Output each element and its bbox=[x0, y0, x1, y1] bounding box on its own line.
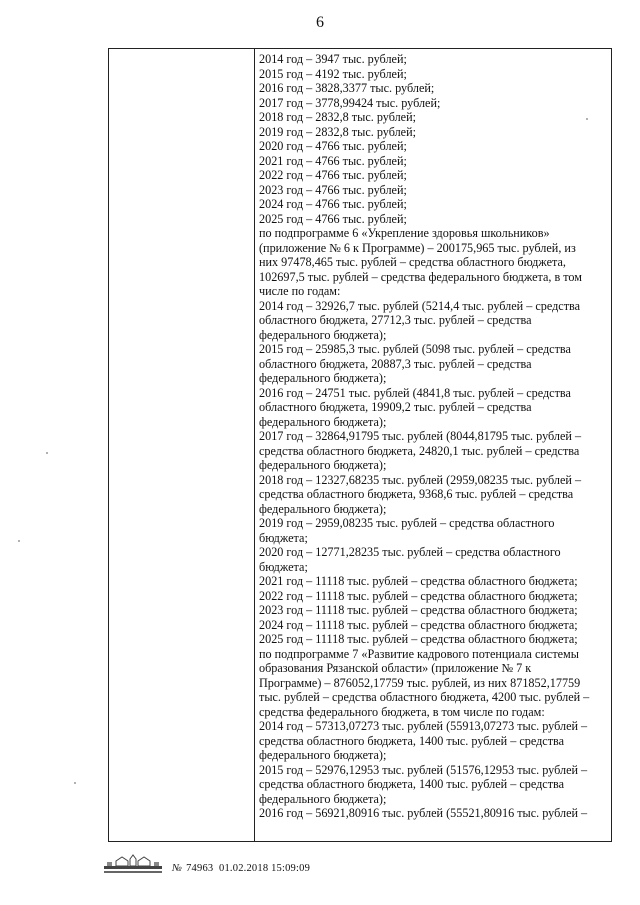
text-line: 2015 год – 4192 тыс. рублей; bbox=[259, 66, 407, 81]
document-table bbox=[108, 48, 612, 842]
text-line: них 97478,465 тыс. рублей – средства областного бюджета, bbox=[259, 255, 566, 269]
text-line: 2019 год – 2832,8 тыс. рублей; bbox=[259, 124, 416, 139]
text-line: 2018 год – 12327,68235 тыс. рублей (2959,08235 тыс. рублей – bbox=[259, 472, 582, 487]
document-number: 74963 bbox=[186, 863, 214, 874]
document-registration-stamp bbox=[172, 863, 310, 876]
page-number: 6 bbox=[316, 14, 324, 31]
text-line: федерального бюджета); bbox=[259, 414, 387, 429]
text-line: 2017 год – 3778,99424 тыс. рублей; bbox=[259, 95, 441, 110]
text-line: 2014 год – 57313,07273 тыс. рублей (55913,07273 тыс. рублей – bbox=[259, 719, 588, 733]
text-line: тыс. рублей – средства областного бюджета, 4200 тыс. рублей – bbox=[259, 690, 590, 704]
text-line: 2016 год – 56921,80916 тыс. рублей (55521,80916 тыс. рублей – bbox=[259, 806, 588, 820]
text-line: средства федерального бюджета, в том числе по годам: bbox=[259, 704, 545, 719]
text-line: Программе) – 876052,17759 тыс. рублей, из них 871852,17759 bbox=[259, 675, 581, 690]
text-line: 2018 год – 2832,8 тыс. рублей; bbox=[259, 110, 416, 124]
text-line: бюджета; bbox=[259, 559, 308, 574]
text-line: 2016 год – 24751 тыс. рублей (4841,8 тыс. рублей – средства bbox=[259, 385, 571, 400]
text-line: (приложение № 6 к Программе) – 200175,965 тыс. рублей, из bbox=[259, 240, 576, 255]
text-line: средства областного бюджета, 24820,1 тыс. рублей – средства bbox=[259, 443, 580, 458]
text-line: 2015 год – 25985,3 тыс. рублей (5098 тыс. рублей – средства bbox=[259, 342, 571, 356]
text-line: 2022 год – 4766 тыс. рублей; bbox=[259, 168, 407, 182]
text-line: 2020 год – 12771,28235 тыс. рублей – средства областного bbox=[259, 545, 561, 559]
text-line: по подпрограмме 6 «Укрепление здоровья школьников» bbox=[259, 226, 550, 240]
text-line: 2025 год – 4766 тыс. рублей; bbox=[259, 211, 407, 226]
text-line: средства областного бюджета, 1400 тыс. рублей – средства bbox=[259, 777, 565, 791]
text-line: образования Рязанской области» (приложение № 7 к bbox=[259, 661, 532, 675]
text-line: областного бюджета, 19909,2 тыс. рублей – средства bbox=[259, 400, 532, 414]
text-line: 2023 год – 4766 тыс. рублей; bbox=[259, 182, 407, 197]
text-line: 2023 год – 11118 тыс. рублей – средства областного бюджета; bbox=[259, 603, 578, 617]
text-line: 2022 год – 11118 тыс. рублей – средства областного бюджета; bbox=[259, 588, 578, 603]
document-datetime: 01.02.2018 15:09:09 bbox=[219, 863, 311, 874]
text-line: областного бюджета, 20887,3 тыс. рублей – средства bbox=[259, 356, 532, 371]
text-line: числе по годам: bbox=[259, 284, 341, 298]
text-line: 2016 год – 3828,3377 тыс. рублей; bbox=[259, 81, 435, 95]
footer-stamp bbox=[102, 852, 310, 876]
text-line: областного бюджета, 27712,3 тыс. рублей – средства bbox=[259, 313, 532, 327]
text-line: федерального бюджета); bbox=[259, 791, 387, 806]
text-line: 2020 год – 4766 тыс. рублей; bbox=[259, 139, 407, 153]
funding-text-cell bbox=[259, 52, 605, 821]
text-line: 2025 год – 11118 тыс. рублей – средства областного бюджета; bbox=[259, 632, 578, 646]
text-line: 2024 год – 4766 тыс. рублей; bbox=[259, 197, 407, 211]
text-line: 2019 год – 2959,08235 тыс. рублей – средства областного bbox=[259, 516, 555, 530]
column-divider bbox=[254, 49, 255, 841]
number-mark: № bbox=[172, 863, 183, 874]
text-line: 2015 год – 52976,12953 тыс. рублей (51576,12953 тыс. рублей – bbox=[259, 762, 588, 777]
text-line: федерального бюджета); bbox=[259, 748, 387, 762]
text-line: федерального бюджета); bbox=[259, 458, 387, 472]
text-line: 2021 год – 11118 тыс. рублей – средства областного бюджета; bbox=[259, 574, 578, 588]
text-line: 2021 год – 4766 тыс. рублей; bbox=[259, 153, 407, 168]
text-line: 2017 год – 32864,91795 тыс. рублей (8044,81795 тыс. рублей – bbox=[259, 429, 582, 443]
text-line: по подпрограмме 7 «Развитие кадрового потенциала системы bbox=[259, 646, 579, 661]
text-line: 2014 год – 32926,7 тыс. рублей (5214,4 тыс. рублей – средства bbox=[259, 298, 581, 313]
text-line: бюджета; bbox=[259, 530, 308, 545]
scan-speck bbox=[46, 452, 48, 454]
text-line: средства областного бюджета, 1400 тыс. рублей – средства bbox=[259, 733, 565, 748]
text-line: федерального бюджета); bbox=[259, 327, 387, 342]
scan-speck bbox=[586, 118, 588, 120]
text-line: федерального бюджета); bbox=[259, 371, 387, 385]
regional-emblem-icon bbox=[102, 852, 164, 876]
text-line: средства областного бюджета, 9368,6 тыс. рублей – средства bbox=[259, 487, 574, 501]
scan-speck bbox=[74, 782, 76, 784]
text-line: 2014 год – 3947 тыс. рублей; bbox=[259, 52, 407, 66]
text-line: 102697,5 тыс. рублей – средства федерального бюджета, в том bbox=[259, 269, 583, 284]
scan-speck bbox=[18, 540, 20, 542]
text-line: 2024 год – 11118 тыс. рублей – средства областного бюджета; bbox=[259, 617, 578, 632]
text-line: федерального бюджета); bbox=[259, 501, 387, 516]
